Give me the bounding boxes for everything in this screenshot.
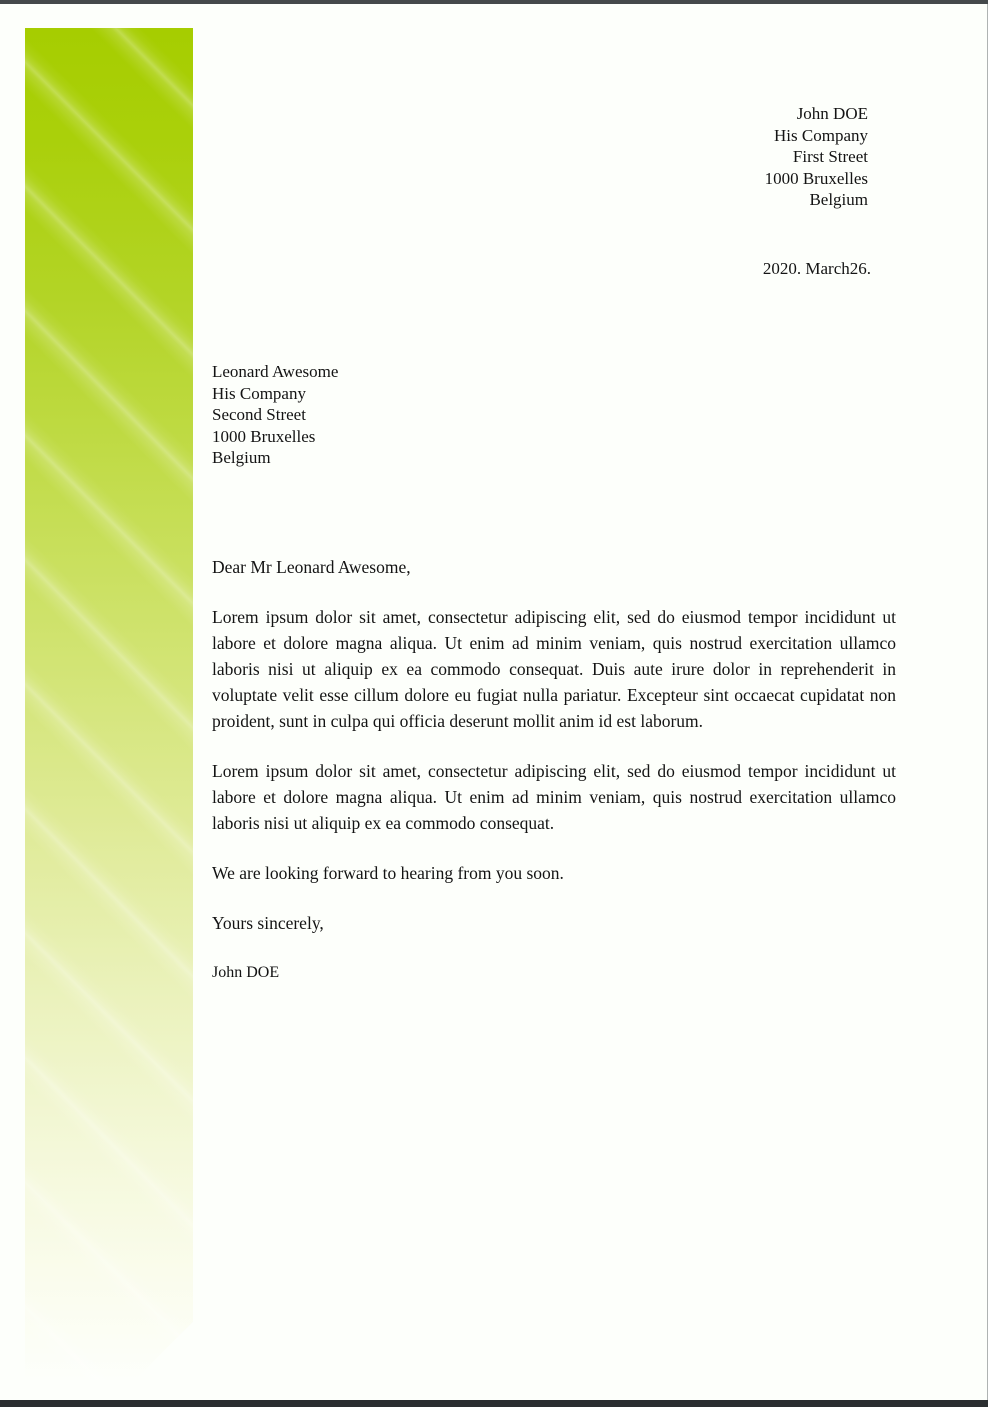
sender-company: His Company [774,125,868,145]
paragraph-1: Lorem ipsum dolor sit amet, consectetur adipiscing elit, sed do eiusmod tempor incididunt ut labore et dolore magna aliqua. Ut enim ad minim veniam, quis nostrud exercitation ullamco laboris nisi ut aliquip ex ea commodo consequat. Duis aute irure dolor in reprehenderit in voluptate velit esse cillum dolore eu fugiat nulla pariatur. Excepteur sint occaecat cupidatat non proident, sunt in culpa qui officia deserunt mollit anim id est laborum. [212,607,896,731]
letter-body [212,554,896,1010]
sender-street: First Street [792,147,868,166]
sender-city: 1000 Bruxelles [764,168,868,188]
paragraph-2: Lorem ipsum dolor sit amet, consectetur adipiscing elit, sed do eiusmod tempor incididunt ut labore et dolore magna aliqua. Ut enim ad minim veniam, quis nostrud exercitation ullamco laboris nisi ut aliquip ex ea commodo consequat. [212,761,896,833]
sender-address-block [765,103,868,211]
sender-country: Belgium [809,190,868,209]
recipient-country: Belgium [212,448,271,467]
valediction: Yours sincerely, [212,913,324,933]
sender-name: John DOE [796,104,868,123]
date-line: 2020. March26. [762,259,871,278]
recipient-company: His Company [212,383,306,403]
salutation: Dear Mr Leonard Awesome, [212,557,411,577]
bottom-window-edge [0,1400,988,1407]
signature-name: John DOE [212,964,280,981]
recipient-street: Second Street [212,405,306,424]
green-gradient-sidebar [25,28,193,1380]
recipient-city: 1000 Bruxelles [212,426,316,446]
top-window-edge [0,0,988,4]
recipient-name: Leonard Awesome [212,362,339,381]
closing-line: We are looking forward to hearing from you soon. [212,863,564,883]
recipient-address-block [212,361,338,469]
